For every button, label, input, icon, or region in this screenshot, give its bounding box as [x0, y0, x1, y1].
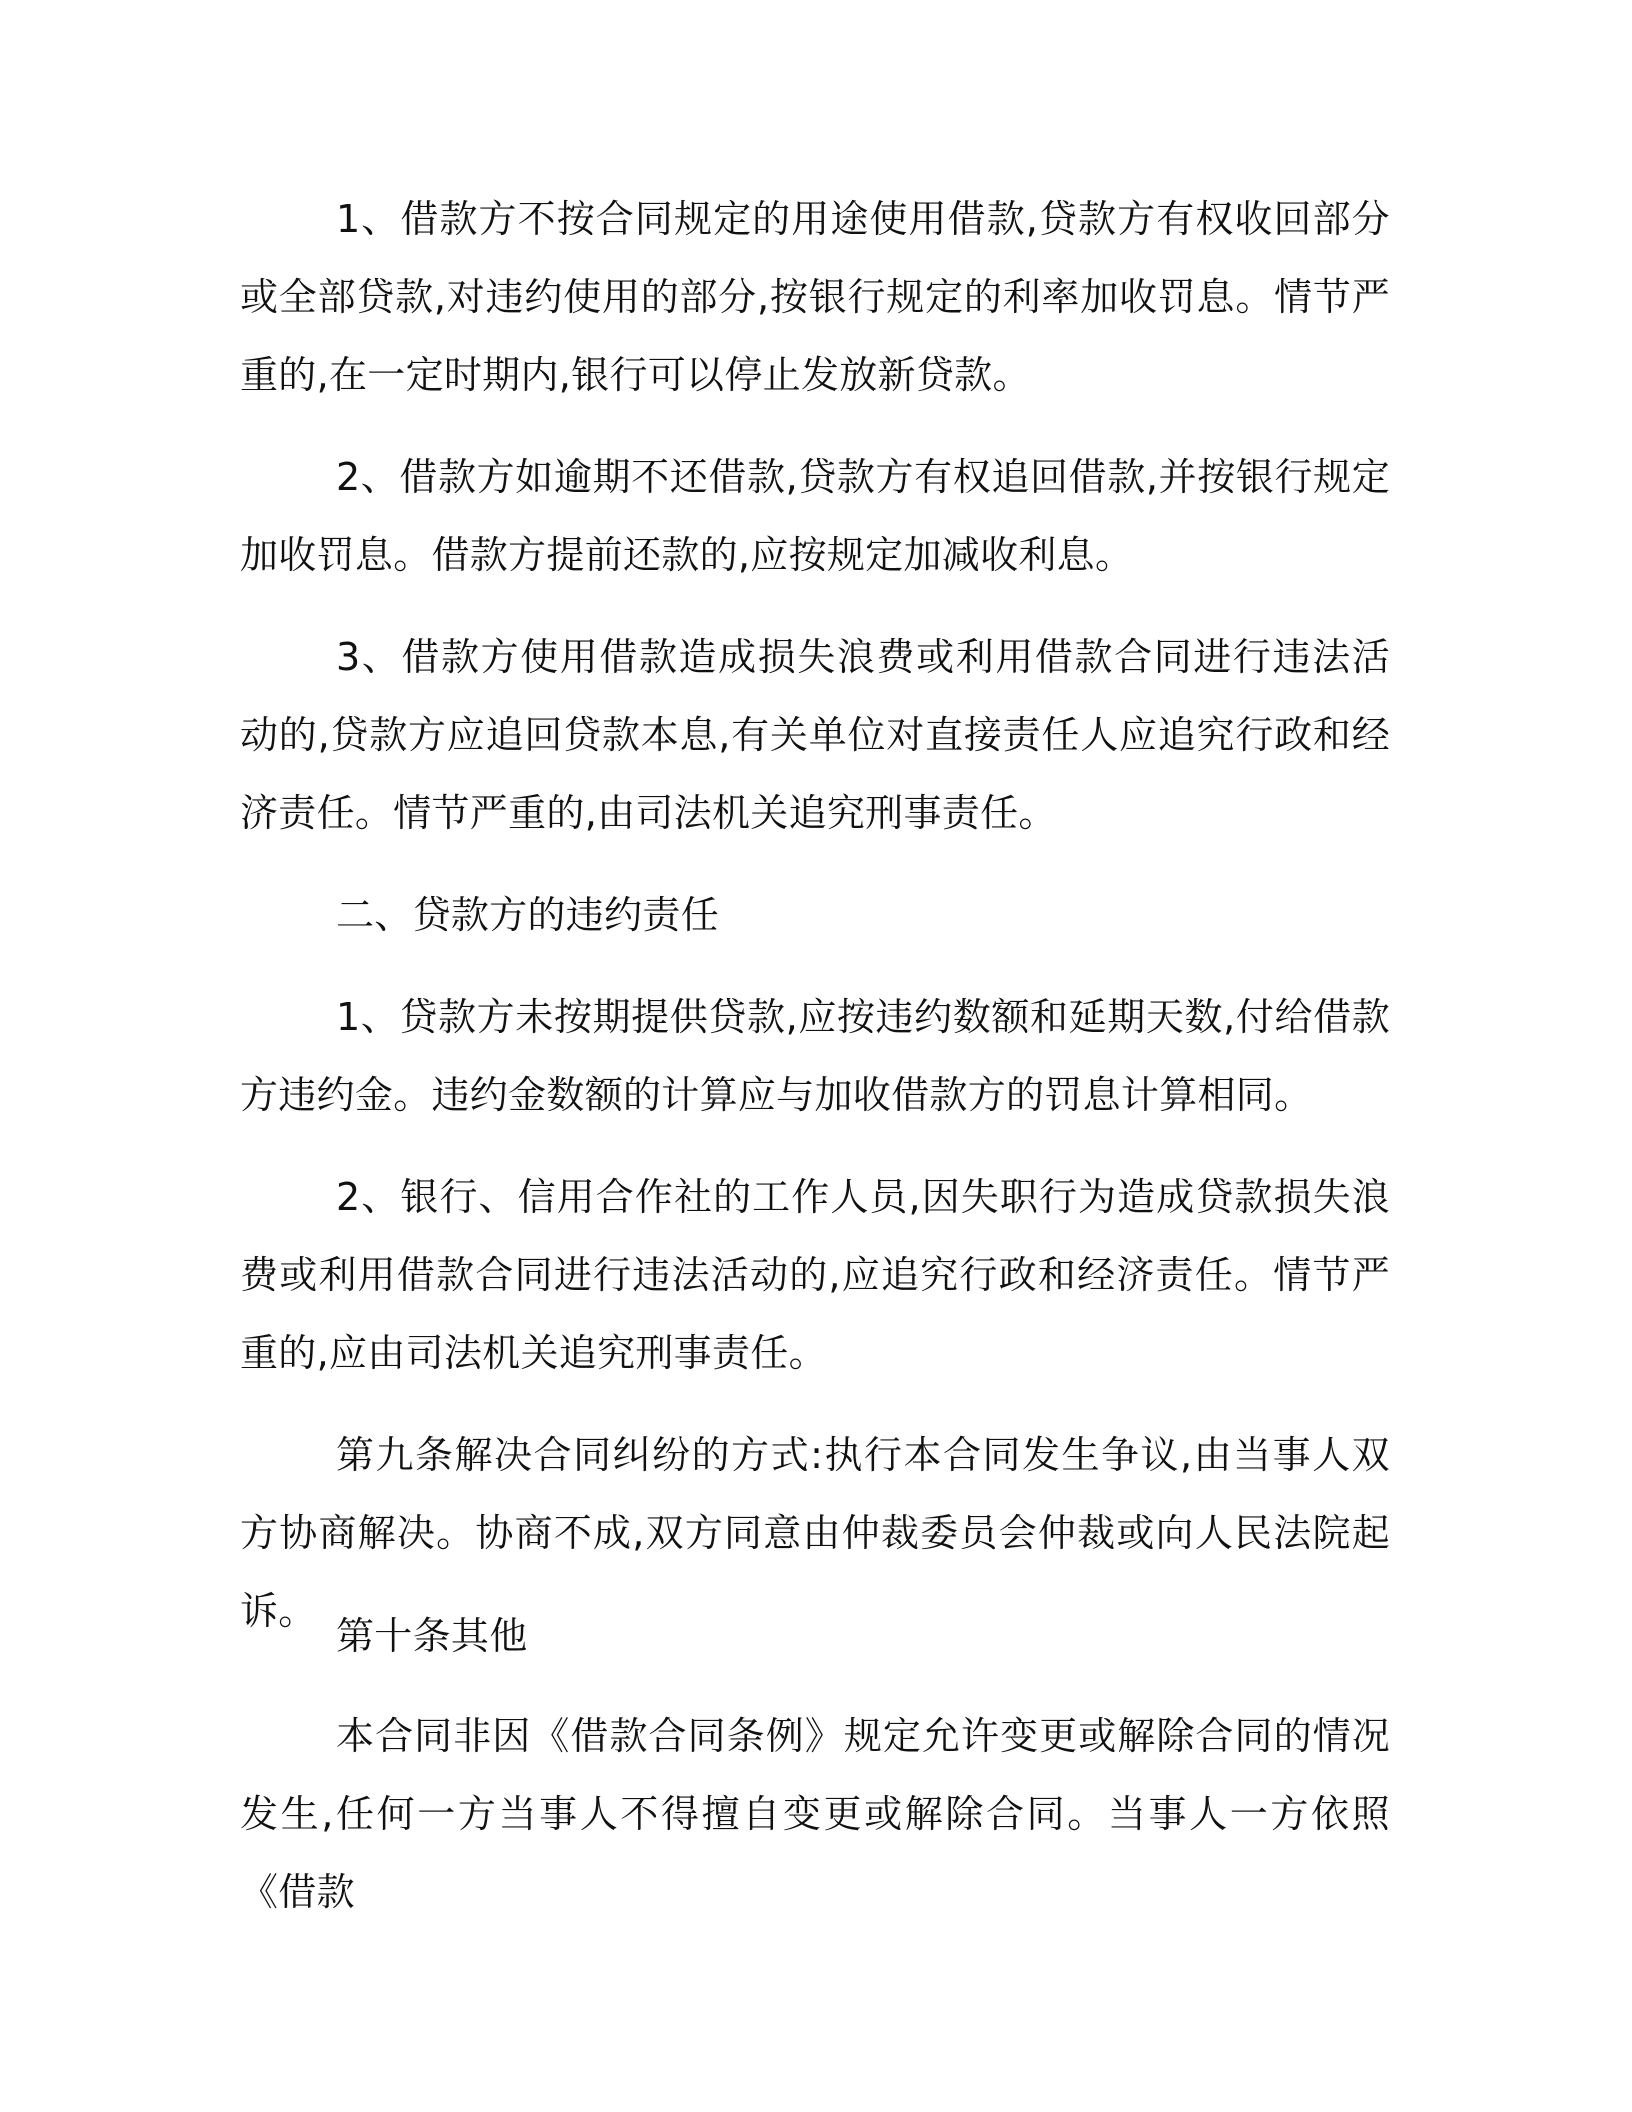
- section-heading-lender-liability: 二、贷款方的违约责任: [336, 893, 720, 937]
- paragraph-borrower-misuse-liability: 1、借款方不按合同规定的用途使用借款,贷款方有权收回部分或全部贷款,对违约使用的部分,按银行规定的利率加收罚息。情节严重的,在一定时期内,银行可以停止发放新贷款。: [240, 197, 1390, 397]
- paragraph-staff-negligence-liability: 2、银行、信用合作社的工作人员,因失职行为造成贷款损失浪费或利用借款合同进行违法活动的,应追究行政和经济责任。情节严重的,应由司法机关追究刑事责任。: [240, 1175, 1390, 1375]
- paragraph-contract-modification: 本合同非因《借款合同条例》规定允许变更或解除合同的情况发生,任何一方当事人不得擅自变更或解除合同。当事人一方依照《借款: [240, 1714, 1390, 1914]
- article-9-dispute-resolution: 第九条解决合同纠纷的方式:执行本合同发生争议,由当事人双方协商解决。协商不成,双方同意由仲裁委员会仲裁或向人民法院起诉。: [240, 1433, 1390, 1633]
- paragraph-lender-late-loan-liability: 1、贷款方未按期提供贷款,应按违约数额和延期天数,付给借款方违约金。违约金数额的计算应与加收借款方的罚息计算相同。: [240, 995, 1390, 1117]
- article-10-heading: 第十条其他: [336, 1614, 528, 1658]
- paragraph-borrower-illegal-use-liability: 3、借款方使用借款造成损失浪费或利用借款合同进行违法活动的,贷款方应追回贷款本息,有关单位对直接责任人应追究行政和经济责任。情节严重的,由司法机关追究刑事责任。: [240, 635, 1390, 835]
- paragraph-borrower-overdue-liability: 2、借款方如逾期不还借款,贷款方有权追回借款,并按银行规定加收罚息。借款方提前还款的,应按规定加减收利息。: [240, 455, 1390, 577]
